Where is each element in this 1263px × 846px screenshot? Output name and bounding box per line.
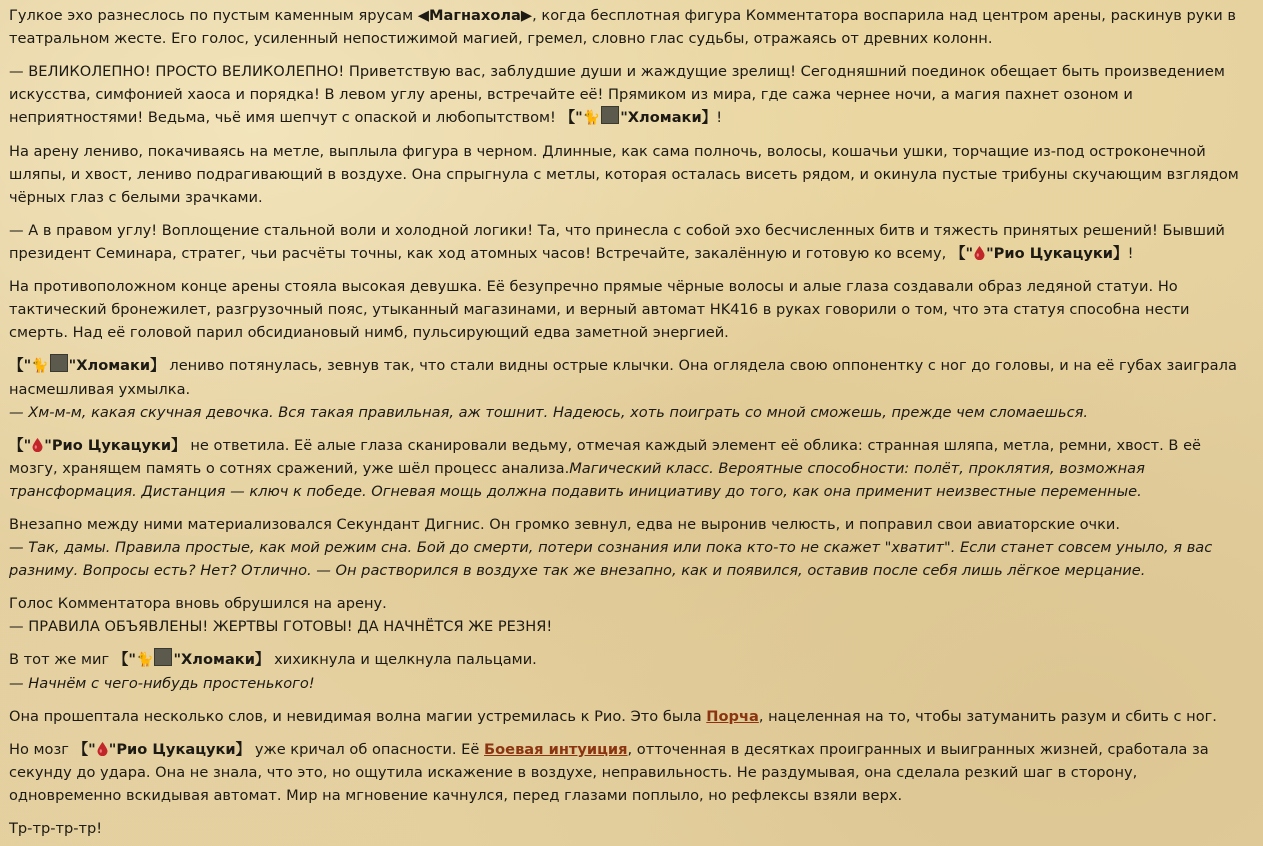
- character-name: Хломаки: [76, 357, 151, 374]
- bracket-open: 【": [9, 437, 32, 454]
- arena-name: ◀Магнахола▶: [417, 7, 533, 24]
- dialogue-quote: — Хм-м-м, какая скучная девочка. Вся такая правильная, аж тошнит. Надеюсь, хоть поиграть со мной сможешь, прежде чем сломаешься.: [9, 404, 1089, 421]
- quote-mark: ": [173, 651, 182, 668]
- tag-khlomaki: [114, 651, 270, 668]
- text: В тот же миг: [9, 651, 114, 668]
- text: Она прошептала несколько слов, и невидимая волна магии устремилась к Рио. Это была: [9, 708, 707, 725]
- quote-mark: ": [620, 109, 628, 126]
- paragraph-announce-witch: [9, 60, 1253, 130]
- text: , когда бесплотная фигура Комментатора воспарила над центром арены, раскинув руки в театральном жесте. Его голос, усиленный непостижимой магией, гремел, словно глас судьбы, отражаясь от древних колонн.: [9, 7, 1236, 47]
- bracket-open: 【": [9, 357, 32, 374]
- bracket-close: 】: [254, 651, 270, 668]
- quote-mark: ": [108, 741, 117, 758]
- character-name: Хломаки: [181, 651, 255, 668]
- text: уже кричал об опасности. Её: [250, 741, 485, 758]
- paragraph-curse: [9, 705, 1253, 728]
- tag-khlomaki: [561, 109, 717, 126]
- quote-mark: ": [986, 245, 994, 262]
- tag-rio: [951, 245, 1128, 262]
- blood-drop-icon: [32, 438, 43, 452]
- text: , нацеленная на то, чтобы затуманить разум и сбить с ног.: [758, 708, 1217, 725]
- character-name: Хломаки: [627, 109, 702, 126]
- cat-icon: 🐈: [31, 358, 49, 374]
- skill-link-combat-intuition[interactable]: Боевая интуиция: [484, 741, 628, 758]
- dark-square-icon: [50, 354, 68, 372]
- text: Но мозг: [9, 741, 74, 758]
- tag-khlomaki: [9, 357, 165, 374]
- cat-icon: 🐈: [136, 652, 154, 668]
- paragraph-second-rules: [9, 513, 1253, 582]
- text: Внезапно между ними материализовался Секундант Дигнис. Он громко зевнул, едва не выронив челюсть, и поправил свои авиаторские очки.: [9, 516, 1121, 533]
- text: не ответила. Её алые глаза сканировали ведьму, отмечая каждый элемент её облика: странная шляпа, метла, ремни, хвост. В её мозгу, хранящем память о сотнях сражений, уже шёл процесс анализа.: [9, 437, 1202, 477]
- bracket-open: 【": [113, 651, 136, 668]
- text: хихикнула и щелкнула пальцами.: [269, 651, 537, 668]
- blood-drop-icon: [974, 246, 985, 260]
- bracket-close: 】: [701, 109, 717, 126]
- tag-rio: [9, 437, 186, 454]
- bracket-open: 【": [950, 245, 974, 262]
- skill-link-porcha[interactable]: Порча: [706, 708, 759, 725]
- text: лениво потянулась, зевнув так, что стали видны острые клычки. Она оглядела свою оппонентку с ног до головы, и на её губах заиграла насмешливая ухмылка.: [9, 357, 1237, 398]
- dialogue-quote: — Начнём с чего-нибудь простенького!: [9, 675, 315, 692]
- text: , отточенная в десятках проигранных и выигранных жизней, сработала за секунду до удара. Она не знала, что это, но ощутила искажение в воздухе, неправильность. Не раздумывая, она сделала резкий шаг в сторону, одновременно вскидывая автомат. Мир на мгновение качнулся, перед глазами поплыло, но рефлексы взяли верх.: [9, 741, 1209, 804]
- cat-icon: 🐈: [582, 110, 601, 126]
- character-name: Рио Цукацуки: [51, 437, 172, 454]
- paragraph-rio-description: На противоположном конце арены стояла высокая девушка. Её безупречно прямые чёрные волосы и алые глаза создавали образ ледяной статуи. Но тактический бронежилет, разгрузочный пояс, утыканный магазинами, и верный автомат HK416 в руках говорили о том, что эта статуя способна нести смерть. Над её головой парил обсидиановый нимб, пульсирующий едва заметной энергией.: [9, 278, 1190, 341]
- bracket-open: 【": [560, 109, 583, 126]
- paragraph-witch-description: На арену лениво, покачиваясь на метле, выплыла фигура в черном. Длинные, как сама полночь, волосы, кошачьи ушки, торчащие из-под остроконечной шляпы, и хвост, лениво подрагивающий в воздухе. Она спрыгнула с метлы, которая осталась висеть рядом, и окинула пустые трибуны скучающим взглядом чёрных глаз с белыми зрачками.: [9, 143, 1239, 206]
- text: — ВЕЛИКОЛЕПНО! ПРОСТО ВЕЛИКОЛЕПНО! Приветствую вас, заблудшие души и жаждущие зрелищ! Сегодняшний поединок обещает быть произведением искусства, симфонией хаоса и порядка! В левом углу арены, встречайте её! Прямиком из мира, где сажа чернее ночи, а магия пахнет озоном и неприятностями! Ведьма, чьё имя шепчут с опаской и любопытством!: [9, 63, 1225, 126]
- paragraph-commentator-start: [9, 592, 1253, 638]
- paragraph-announce-rio: [9, 219, 1253, 265]
- character-name: Рио Цукацуки: [116, 741, 236, 758]
- text: !: [716, 109, 723, 126]
- dark-square-icon: [154, 648, 172, 666]
- quote-mark: ": [68, 357, 77, 374]
- paragraph-witch-taunt: [9, 354, 1253, 424]
- text: — ПРАВИЛА ОБЪЯВЛЕНЫ! ЖЕРТВЫ ГОТОВЫ! ДА НАЧНЁТСЯ ЖЕ РЕЗНЯ!: [9, 618, 553, 635]
- paragraph-rio-analysis: [9, 434, 1253, 503]
- paragraph-intro: [9, 4, 1253, 50]
- blood-drop-icon: [97, 742, 108, 756]
- bracket-close: 】: [235, 741, 251, 758]
- tag-rio: [74, 741, 251, 758]
- bracket-close: 】: [1112, 245, 1128, 262]
- text: !: [1127, 245, 1134, 262]
- bracket-close: 】: [150, 357, 165, 374]
- text: Голос Комментатора вновь обрушился на арену.: [9, 595, 387, 612]
- paragraph-rio-dodge: [9, 738, 1253, 807]
- inner-thought: Магический класс. Вероятные способности: полёт, проклятия, возможная трансформация. Дистанция — ключ к победе. Огневая мощь должна подавить инициативу до того, как она применит неизвестные переменные.: [9, 460, 1145, 500]
- dialogue-quote: — Так, дамы. Правила простые, как мой режим сна. Бой до смерти, потери сознания или пока кто-то не скажет "хватит". Если станет совсем уныло, я вас разниму. Вопросы есть? Нет? Отлично. — Он растворился в воздухе так же внезапно, как и появился, оставив после себя лишь лёгкое мерцание.: [9, 539, 1213, 579]
- bracket-open: 【": [73, 741, 96, 758]
- text: Гулкое эхо разнеслось по пустым каменным ярусам: [9, 7, 418, 24]
- quote-mark: ": [44, 437, 52, 454]
- paragraph-gunfire: Тр-тр-тр-тр!: [9, 820, 103, 837]
- paragraph-witch-snap: [9, 648, 1253, 695]
- character-name: Рио Цукацуки: [993, 245, 1113, 262]
- dark-square-icon: [601, 106, 619, 124]
- bracket-close: 】: [171, 437, 186, 454]
- text: — А в правом углу! Воплощение стальной воли и холодной логики! Та, что принесла с собой эхо бесчисленных битв и тяжесть принятых решений! Бывший президент Семинара, стратег, чьи расчёты точны, как ход атомных часов! Встречайте, закалённую и готовую ко всему,: [9, 222, 1225, 262]
